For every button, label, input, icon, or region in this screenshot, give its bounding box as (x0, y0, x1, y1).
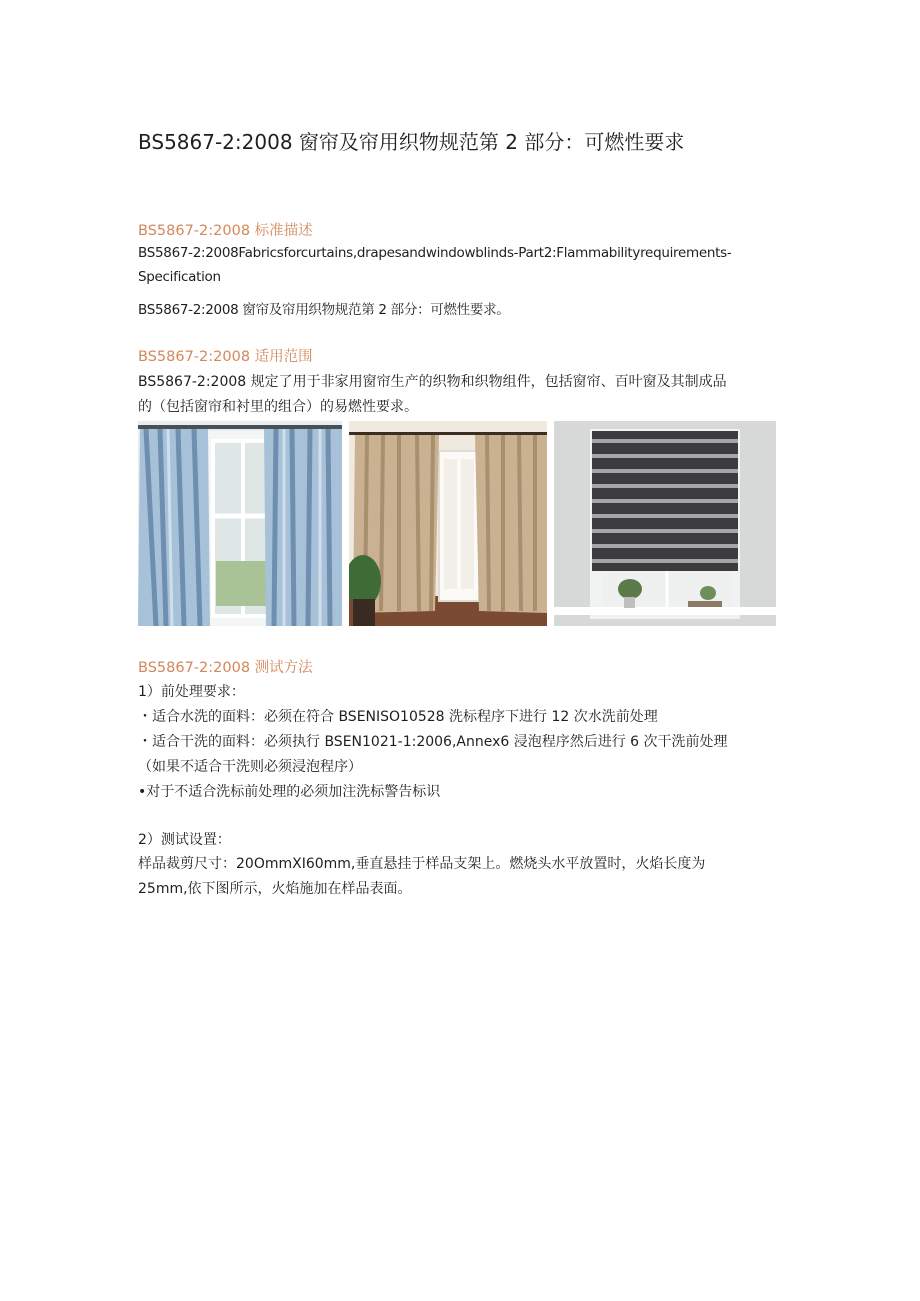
pretreatment-item-2: ・适合干洗的面料：必须执行 BSEN1021-1:2006,Annex6 浸泡程序然后进行 6 次干洗前处理 (138, 734, 728, 750)
pretreatment-item-4: •对于不适合洗标前处理的必须加注洗标警告标识 (138, 784, 441, 800)
description-english-line1: BS5867-2:2008Fabricsforcurtains,drapesandwindowblinds-Part2:Flammabilityrequirements- (138, 245, 732, 261)
scope-line2: 的（包括窗帘和衬里的组合）的易燃性要求。 (138, 399, 418, 415)
blue-curtain-image (138, 421, 342, 626)
test-setup-line1: 样品裁剪尺寸：20OmmXI60mm,垂直悬挂于样品支架上。燃烧头水平放置时，火焰长度为 (138, 856, 706, 872)
scope-line1: BS5867-2:2008 规定了用于非家用窗帘生产的织物和织物组件，包括窗帘、百叶窗及其制成品 (138, 374, 727, 390)
pretreatment-item-3: （如果不适合干洗则必须浸泡程序） (138, 759, 362, 775)
test-setup-title: 2）测试设置： (138, 832, 231, 848)
description-chinese-line: BS5867-2:2008 窗帘及帘用织物规范第 2 部分：可燃性要求。 (138, 302, 510, 318)
test-setup-line2: 25mm,依下图所示，火焰施加在样品表面。 (138, 881, 412, 897)
section-heading-scope: BS5867-2:2008 适用范围 (138, 349, 313, 365)
beige-drape-image (349, 421, 547, 626)
section-heading-description: BS5867-2:2008 标准描述 (138, 223, 313, 239)
page-title: BS5867-2:2008 窗帘及帘用织物规范第 2 部分：可燃性要求 (138, 130, 685, 154)
zebra-blind-image (554, 421, 776, 626)
pretreatment-item-1: ・适合水洗的面料：必须在符合 BSENISO10528 洗标程序下进行 12 次水洗前处理 (138, 709, 658, 725)
pretreatment-title: 1）前处理要求： (138, 684, 245, 700)
description-english-line2: Specification (138, 269, 221, 285)
product-images (138, 421, 776, 626)
section-heading-method: BS5867-2:2008 测试方法 (138, 660, 313, 676)
